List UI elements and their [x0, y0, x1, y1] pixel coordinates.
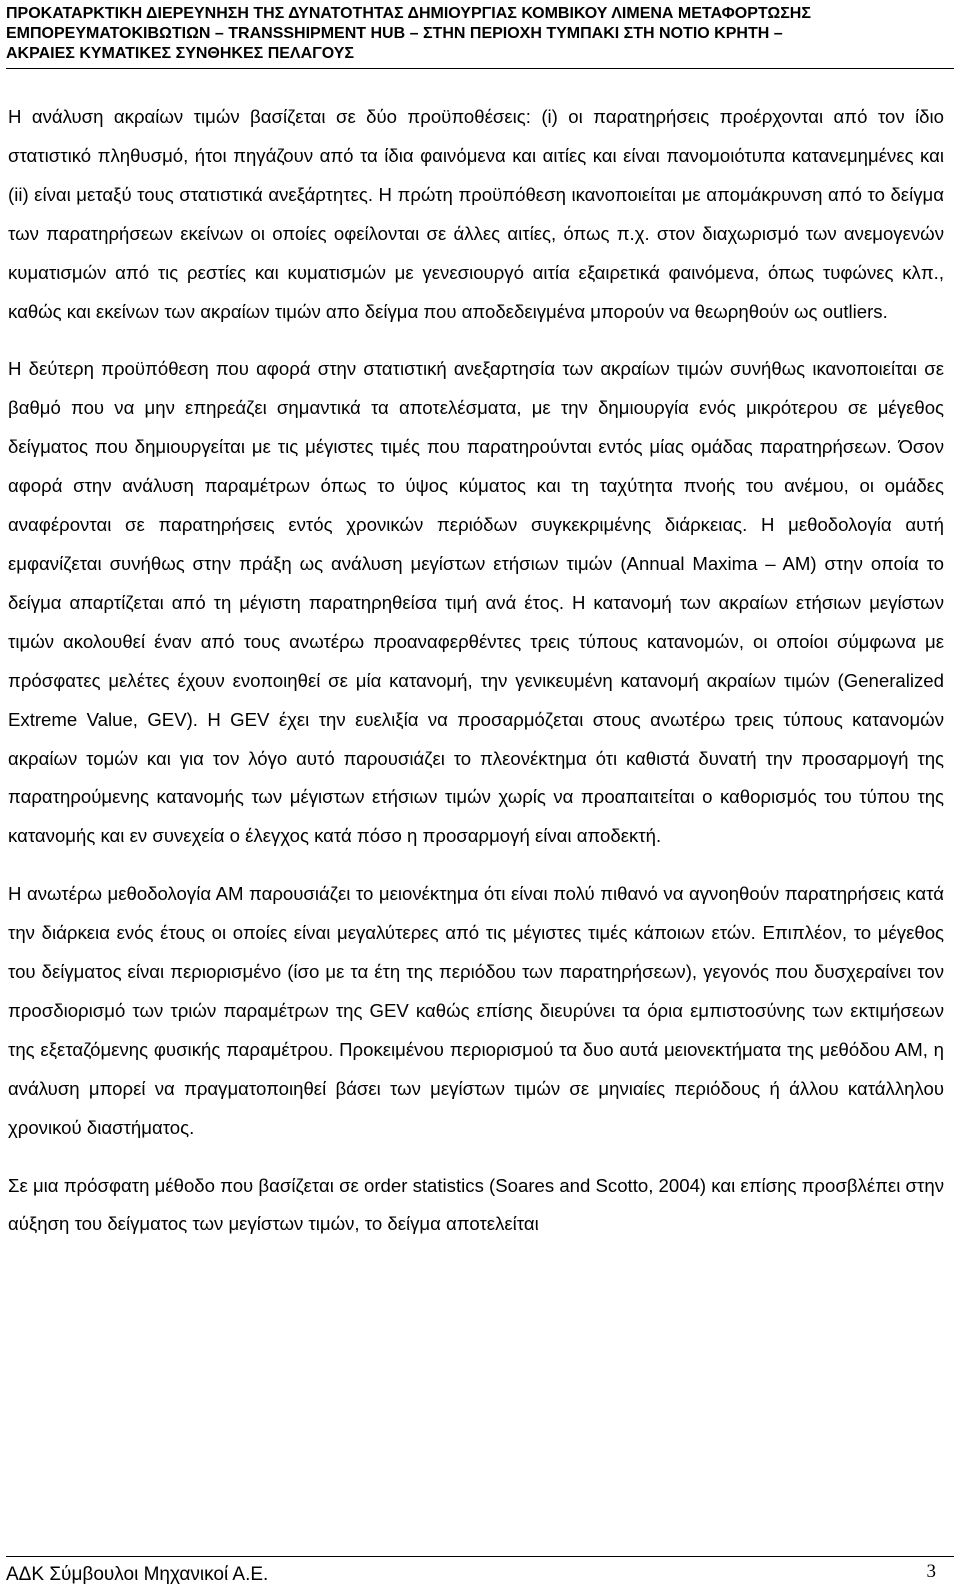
header-title-line-2: ΕΜΠΟΡΕΥΜΑΤΟΚΙΒΩΤΙΩΝ – TRANSSHIPMENT HUB – ΣΤΗΝ ΠΕΡΙΟΧΗ ΤΥΜΠΑΚΙ ΣΤΗ ΝΟΤΙΟ ΚΡΗΤΗ –: [6, 25, 783, 42]
page-header: [6, 4, 954, 64]
page-number: 3: [926, 1561, 936, 1582]
document-body: [8, 98, 944, 1263]
header-title-line-3: ΑΚΡΑΙΕΣ ΚΥΜΑΤΙΚΕΣ ΣΥΝΘΗΚΕΣ ΠΕΛΑΓΟΥΣ: [6, 45, 355, 62]
footer-divider: [6, 1556, 954, 1557]
header-title-line-1: ΠΡΟΚΑΤΑΡΚΤΙΚΗ ΔΙΕΡΕΥΝΗΣΗ ΤΗΣ ΔΥΝΑΤΟΤΗΤΑΣ ΔΗΜΙΟΥΡΓΙΑΣ ΚΟΜΒΙΚΟΥ ΛΙΜΕΝΑ ΜΕΤΑΦΟΡΤΩΣΗΣ: [6, 5, 811, 22]
paragraph-am-drawbacks: Η ανωτέρω μεθοδολογία ΑΜ παρουσιάζει το μειονέκτημα ότι είναι πολύ πιθανό να αγνοηθούν παρατηρήσεις κατά την διάρκεια ενός έτους οι οποίες είναι μεγαλύτερες από τις μέγιστες τιμές κάποιων ετών. Επιπλέον, το μέγεθος του δείγματος είναι περιορισμένο (ίσο με τα έτη της περιόδου των παρατηρήσεων), γεγονός που δυσχεραίνει τον προσδιορισμό των τριών παραμέτρων της GEV καθώς επίσης διευρύνει τα όρια εμπιστοσύνης των εκτιμήσεων της εξεταζόμενης φυσικής παραμέτρου. Προκειμένου περιορισμού τα δυο αυτά μειονεκτήματα της μεθόδου ΑΜ, η ανάλυση μπορεί να πραγματοποιηθεί βάσει των μεγίστων τιμών σε μηνιαίες περιόδους ή άλλου κατάλληλου χρονικού διαστήματος.: [8, 883, 944, 1138]
header-divider: [6, 68, 954, 69]
paragraph-extreme-value-assumptions: Η ανάλυση ακραίων τιμών βασίζεται σε δύο προϋποθέσεις: (i) οι παρατηρήσεις προέρχονται από τον ίδιο στατιστικό πληθυσμό, ήτοι πηγάζουν από τα ίδια φαινόμενα και αιτίες και είναι πανομοιότυπα κατανεμημένες και (ii) είναι μεταξύ τους στατιστικά ανεξάρτητες. Η πρώτη προϋπόθεση ικανοποιείται με απομάκρυνση από το δείγμα των παρατηρήσεων εκείνων οι οποίες οφείλονται σε άλλες αιτίες, όπως π.χ. στον διαχωρισμό των ανεμογενών κυματισμών από τις ρεστίες και κυματισμών με γενεσιουργό αιτία εξαιρετικά φαινόμενα, όπως τυφώνες κλπ., καθώς και εκείνων των ακραίων τιμών απο δείγμα που αποδεδειγμένα μπορούν να θεωρηθούν ως outliers.: [8, 106, 944, 322]
paragraph-annual-maxima-method: Η δεύτερη προϋπόθεση που αφορά στην στατιστική ανεξαρτησία των ακραίων τιμών συνήθως ικανοποιείται σε βαθμό που να μην επηρεάζει σημαντικά τα αποτελέσματα, με την δημιουργία ενός μικρότερου σε μέγεθος δείγματος που δημιουργείται με τις μέγιστες τιμές που παρατηρούνται εντός μίας ομάδας παρατηρήσεων. Όσον αφορά στην ανάλυση παραμέτρων όπως το ύψος κύματος και τη ταχύτητα πνοής του ανέμου, οι ομάδες αναφέρονται σε παρατηρήσεις εντός χρονικών περιόδων συγκεκριμένης διάρκειας. Η μεθοδολογία αυτή εμφανίζεται συνήθως στην πράξη ως ανάλυση μεγίστων ετήσιων τιμών (Annual Maxima – AM) στην οποία το δείγμα απαρτίζεται από τη μέγιστη παρατηρηθείσα τιμή ανά έτος. Η κατανομή των ακραίων ετήσιων μεγίστων τιμών ακολουθεί έναν από τους ανωτέρω προαναφερθέντες τρεις τύπους κατανομών, οι οποίοι σύμφωνα με πρόσφατες μελέτες έχουν ενοποιηθεί σε μία κατανομή, την γενικευμένη κατανομή ακραίων τιμών (Generalized Extreme Value, GEV). Η GEV έχει την ευελιξία να προσαρμόζεται στους ανωτέρω τρεις τύπους κατανομών ακραίων τομών και για τον λόγο αυτό παρουσιάζει το πλεονέκτημα ότι καθιστά δυνατή την προσαρμογή της παρατηρούμενης κατανομής των μέγιστων ετήσιων τιμών χωρίς να προαπαιτείται ο καθορισμός του τύπου της κατανομής και εν συνεχεία ο έλεγχος κατά πόσο η προσαρμογή είναι αποδεκτή.: [8, 358, 944, 847]
paragraph-order-statistics: Σε μια πρόσφατη μέθοδο που βασίζεται σε order statistics (Soares and Scotto, 2004) και επίσης προσβλέπει στην αύξηση του δείγματος των μεγίστων τιμών, το δείγμα αποτελείται: [8, 1174, 944, 1235]
footer-company-name: ΑΔΚ Σύμβουλοι Μηχανικοί Α.Ε.: [6, 1564, 269, 1585]
